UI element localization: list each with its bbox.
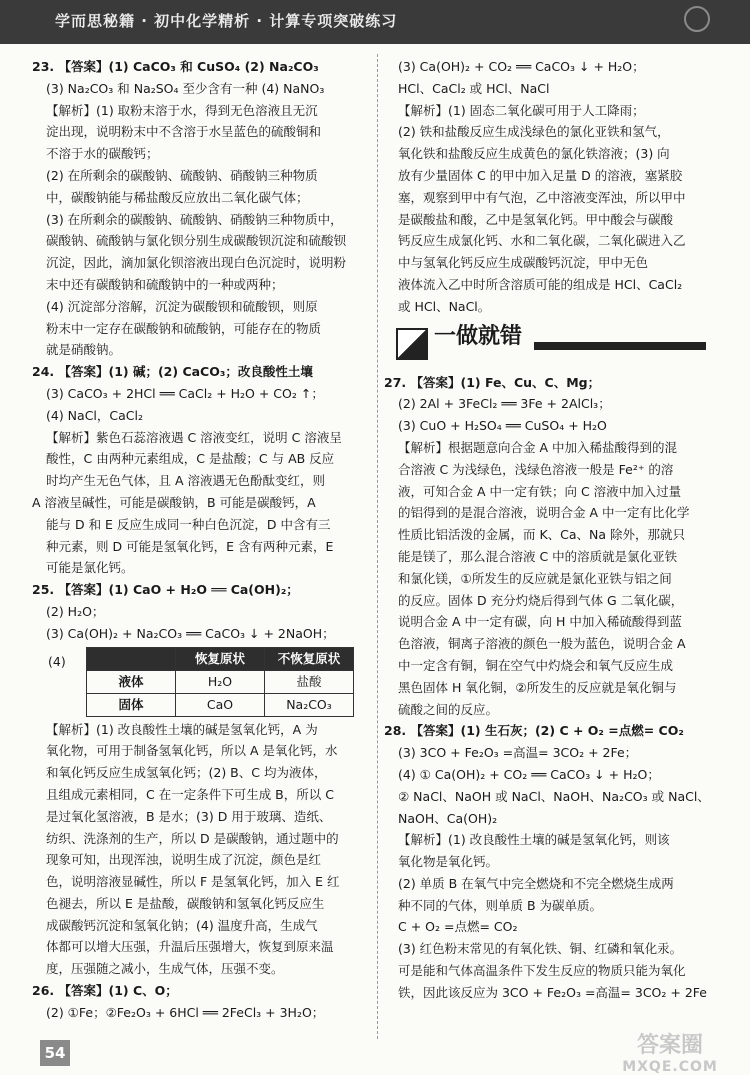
text-line: 25. 【答案】(1) CaO + H₂O ══ Ca(OH)₂； (32, 582, 299, 598)
text-line: 现象可知，出现浑浊，说明生成了沉淀，颜色是红 (46, 852, 322, 868)
text-line: 不溶于水的碳酸钙； (46, 146, 159, 162)
text-line: 色溶液，铜离子溶液的颜色一般为蓝色，说明合金 A (398, 636, 686, 652)
text-line: 末中还有碳酸钠和硫酸钠中的一种或两种； (46, 276, 284, 292)
table-header (87, 647, 176, 670)
left-column (32, 56, 372, 1024)
text-line: 的铝得到的是混合溶液，说明合金 A 中一定有比化学 (398, 505, 690, 521)
section-title: 一做就错 (434, 323, 523, 349)
text-line: C + O₂ =点燃= CO₂ (398, 919, 518, 935)
right-column (384, 56, 720, 1004)
table-cell: 固体 (87, 693, 176, 716)
text-line: 24. 【答案】(1) 碱；(2) CaCO₃；改良酸性土壤 (32, 364, 313, 380)
table-label: (4) (48, 653, 66, 669)
text-line: 26. 【答案】(1) C、O； (32, 983, 178, 999)
text-line: 28. 【答案】(1) 生石灰；(2) C + O₂ =点燃= CO₂ (384, 723, 684, 739)
watermark (600, 1028, 740, 1075)
text-line: (2) 2Al + 3FeCl₂ ══ 3Fe + 2AlCl₃； (398, 396, 611, 412)
text-line: HCl、CaCl₂ 或 HCl、NaCl (398, 80, 550, 96)
text-line: 液，可知合金 A 中一定有铁；向 C 溶液中加入过量 (398, 483, 682, 499)
text-line: 氧化物是氧化钙。 (398, 854, 499, 870)
text-line: 成碳酸钙沉淀和氢氧化钠；(4) 温度升高，生成气 (46, 917, 318, 933)
text-line: 能与 D 和 E 反应生成同一种白色沉淀，D 中含有三 (46, 516, 331, 532)
text-line: (2) 单质 B 在氧气中完全燃烧和不完全燃烧生成两 (398, 875, 674, 891)
text-line: (4) NaCl，CaCl₂ (46, 407, 143, 423)
text-line: 能是镁了，那么混合溶液 C 中的溶质就是氯化亚铁 (398, 548, 678, 564)
text-line: (3) 在所剩余的碳酸钠、硫酸钠、硝酸钠三种物质中， (46, 211, 343, 227)
text-line: 氧化铁和盐酸反应生成黄色的氯化铁溶液；(3) 向 (398, 146, 670, 162)
text-line: 放有少量固体 C 的甲中加入足量 D 的溶液，塞紧胶 (398, 167, 683, 183)
page-header (0, 0, 750, 44)
text-line: 塞，观察到甲中有气泡，乙中溶液变浑浊，所以甲中 (398, 189, 686, 205)
text-line: 碳酸钠、硫酸钠与氯化钡分别生成碳酸钡沉淀和硫酸钡 (46, 233, 347, 249)
text-line: 酸性，C 由两种元素组成，C 是盐酸；C 与 AB 反应 (46, 451, 335, 467)
text-line: 色褪去，所以 E 是盐酸，碳酸钠和氢氧化钙反应生 (46, 895, 325, 911)
text-line: 27. 【答案】(1) Fe、Cu、C、Mg； (384, 374, 601, 390)
text-line: 液体流入乙中时所含溶质可能的组成是 HCl、CaCl₂ (398, 276, 683, 292)
text-line: (4) ① Ca(OH)₂ + CO₂ ══ CaCO₃ ↓ + H₂O； (398, 766, 660, 782)
text-line: (3) 红色粉末常见的有氧化铁、铜、红磷和氧化汞。 (398, 941, 683, 957)
header-title: 学而思秘籍 · 初中化学精析 · 计算专项突破练习 (55, 12, 398, 30)
text-line: 色，说明溶液显碱性，所以 F 是氢氧化钙，加入 E 红 (46, 874, 340, 890)
text-line: (4) 沉淀部分溶解，沉淀为碳酸钡和硫酸钡，则原 (46, 298, 318, 314)
text-line: 【解析】根据题意向合金 A 中加入稀盐酸得到的混 (398, 439, 677, 455)
text-line: (3) Ca(OH)₂ + CO₂ ══ CaCO₃ ↓ + H₂O； (398, 59, 645, 74)
text-line: 合溶液 C 为浅绿色，浅绿色溶液一般是 Fe²⁺ 的溶 (398, 461, 674, 477)
table-header: 恢复原状 (176, 647, 265, 670)
text-line: 是碳酸盐和酸，乙中是氢氧化钙。甲中酸会与碳酸 (398, 211, 674, 227)
text-line: 淀出现，说明粉末中不含溶于水呈蓝色的硫酸铜和 (46, 124, 322, 140)
text-line: 黑色固体 H 氧化铜，②所发生的反应就是氧化铜与 (398, 679, 677, 695)
text-line: (2) 铁和盐酸反应生成浅绿色的氯化亚铁和氢气， (398, 124, 670, 140)
text-line: 时均产生无色气体，且 A 溶液遇无色酚酞变红，则 (46, 473, 325, 489)
text-line: 【解析】(1) 固态二氧化碳可用于人工降雨； (398, 102, 645, 118)
answer-table (86, 647, 354, 717)
text-line: 23. 【答案】(1) CaCO₃ 和 CuSO₄ (2) Na₂CO₃ (32, 59, 319, 74)
text-line: 钙反应生成氯化钙、水和二氧化碳，二氧化碳进入乙 (398, 233, 686, 249)
text-line: 铁，因此该反应为 3CO + Fe₂O₃ =高温= 3CO₂ + 2Fe (398, 984, 707, 1000)
watermark-brand: 答案圈 (636, 1033, 703, 1058)
left-text-block (32, 719, 372, 1024)
table-cell: 液体 (87, 670, 176, 693)
text-line: (3) Ca(OH)₂ + Na₂CO₃ ══ CaCO₃ ↓ + 2NaOH； (46, 625, 335, 641)
text-line: 粉末中一定存在碳酸钠和硫酸钠，可能存在的物质 (46, 320, 322, 336)
text-line: 中一定含有铜，铜在空气中灼烧会和氧气反应生成 (398, 657, 674, 673)
text-line: 【解析】(1) 改良酸性土壤的碱是氢氧化钙，A 为 (46, 721, 318, 737)
text-line: 可是能和气体高温条件下发生反应的物质只能为氧化 (398, 963, 686, 979)
text-line: 且组成元素相同，C 在一定条件下可生成 B，所以 C (46, 786, 334, 802)
text-line: (3) CaCO₃ + 2HCl ══ CaCl₂ + H₂O + CO₂ ↑； (46, 385, 324, 401)
text-line: 体都可以增大压强，升温后压强增大，恢复到原来温 (46, 939, 334, 955)
text-line: 性质比铝活泼的金属，而 K、Ca、Na 除外，那就只 (398, 527, 686, 543)
text-line: (2) H₂O； (46, 603, 105, 619)
text-line: (3) 3CO + Fe₂O₃ =高温= 3CO₂ + 2Fe； (398, 745, 638, 761)
table-cell: 盐酸 (265, 670, 354, 693)
table-cell: CaO (176, 693, 265, 716)
header-stamp-icon (684, 6, 710, 32)
text-line: 氧化物，可用于制备氢氧化钙，所以 A 是氧化钙，水 (46, 743, 338, 759)
table-cell: H₂O (176, 670, 265, 693)
text-line: 就是硝酸钠。 (46, 342, 122, 358)
text-line: 可能是氯化钙。 (46, 560, 134, 576)
text-line: 硫酸之间的反应。 (398, 701, 499, 717)
text-line: 中，碳酸钠能与稀盐酸反应放出二氧化碳气体； (46, 189, 309, 205)
text-line: 的反应。固体 D 充分灼烧后得到气体 G 二氧化碳， (398, 592, 684, 608)
text-line: ② NaCl、NaOH 或 NaCl、NaOH、Na₂CO₃ 或 NaCl、 (398, 788, 710, 804)
right-text-block (384, 56, 720, 318)
text-line: (3) Na₂CO₃ 和 Na₂SO₄ 至少含有一种 (4) NaNO₃ (46, 80, 325, 96)
text-line: 中与氢氧化钙反应生成碳酸钙沉淀，甲中无色 (398, 255, 649, 271)
text-line: (2) 在所剩余的碳酸钠、硫酸钠、硝酸钠三种物质 (46, 167, 318, 183)
right-text-block (384, 372, 720, 1004)
section-bar (534, 342, 706, 350)
table-cell: Na₂CO₃ (265, 693, 354, 716)
text-line: 【解析】紫色石蕊溶液遇 C 溶液变红，说明 C 溶液呈 (46, 429, 342, 445)
watermark-site: MXQE.COM (622, 1059, 718, 1075)
text-line: A 溶液呈碱性，可能是碳酸钠，B 可能是碳酸钙，A (32, 494, 316, 510)
text-line: (3) CuO + H₂SO₄ ══ CuSO₄ + H₂O (398, 418, 607, 434)
text-line: 纺织、洗涤剂的生产，所以 D 是碳酸钠，通过题中的 (46, 830, 339, 846)
text-line: 度，压强随之减小，生成气体，压强不变。 (46, 961, 284, 977)
text-line: 【解析】(1) 取粉末溶于水，得到无色溶液且无沉 (46, 102, 318, 118)
text-line: 或 HCl、NaCl。 (398, 298, 491, 314)
text-line: 是过氧化氢溶液，B 是水；(3) D 用于玻璃、造纸、 (46, 808, 332, 824)
text-line: 沉淀，因此，滴加氯化钡溶液出现白色沉淀时，说明粉 (46, 255, 347, 271)
section-header (384, 324, 720, 368)
text-line: 和氯化镁，①所发生的反应就是氯化亚铁与铝之间 (398, 570, 672, 586)
table-header: 不恢复原状 (265, 647, 354, 670)
text-line: 种元素，则 D 可能是氢氧化钙，E 含有两种元素，E (46, 538, 334, 554)
left-text-block (32, 56, 372, 645)
page-number: 54 (40, 1040, 70, 1066)
text-line: 种不同的气体，则单质 B 为碳单质。 (398, 897, 603, 913)
section-icon (396, 328, 428, 360)
text-line: NaOH、Ca(OH)₂ (398, 810, 498, 826)
column-divider (377, 54, 378, 1039)
text-line: 说明合金 A 中一定有碳，向 H 中加入稀硫酸得到蓝 (398, 614, 682, 630)
text-line: (2) ①Fe；②Fe₂O₃ + 6HCl ══ 2FeCl₃ + 3H₂O； (46, 1004, 325, 1020)
text-line: 和氧化钙反应生成氢氧化钙；(2) B、C 均为液体， (46, 765, 327, 781)
answer-table-wrap (32, 647, 372, 717)
text-line: 【解析】(1) 改良酸性土壤的碱是氢氧化钙，则该 (398, 832, 670, 848)
